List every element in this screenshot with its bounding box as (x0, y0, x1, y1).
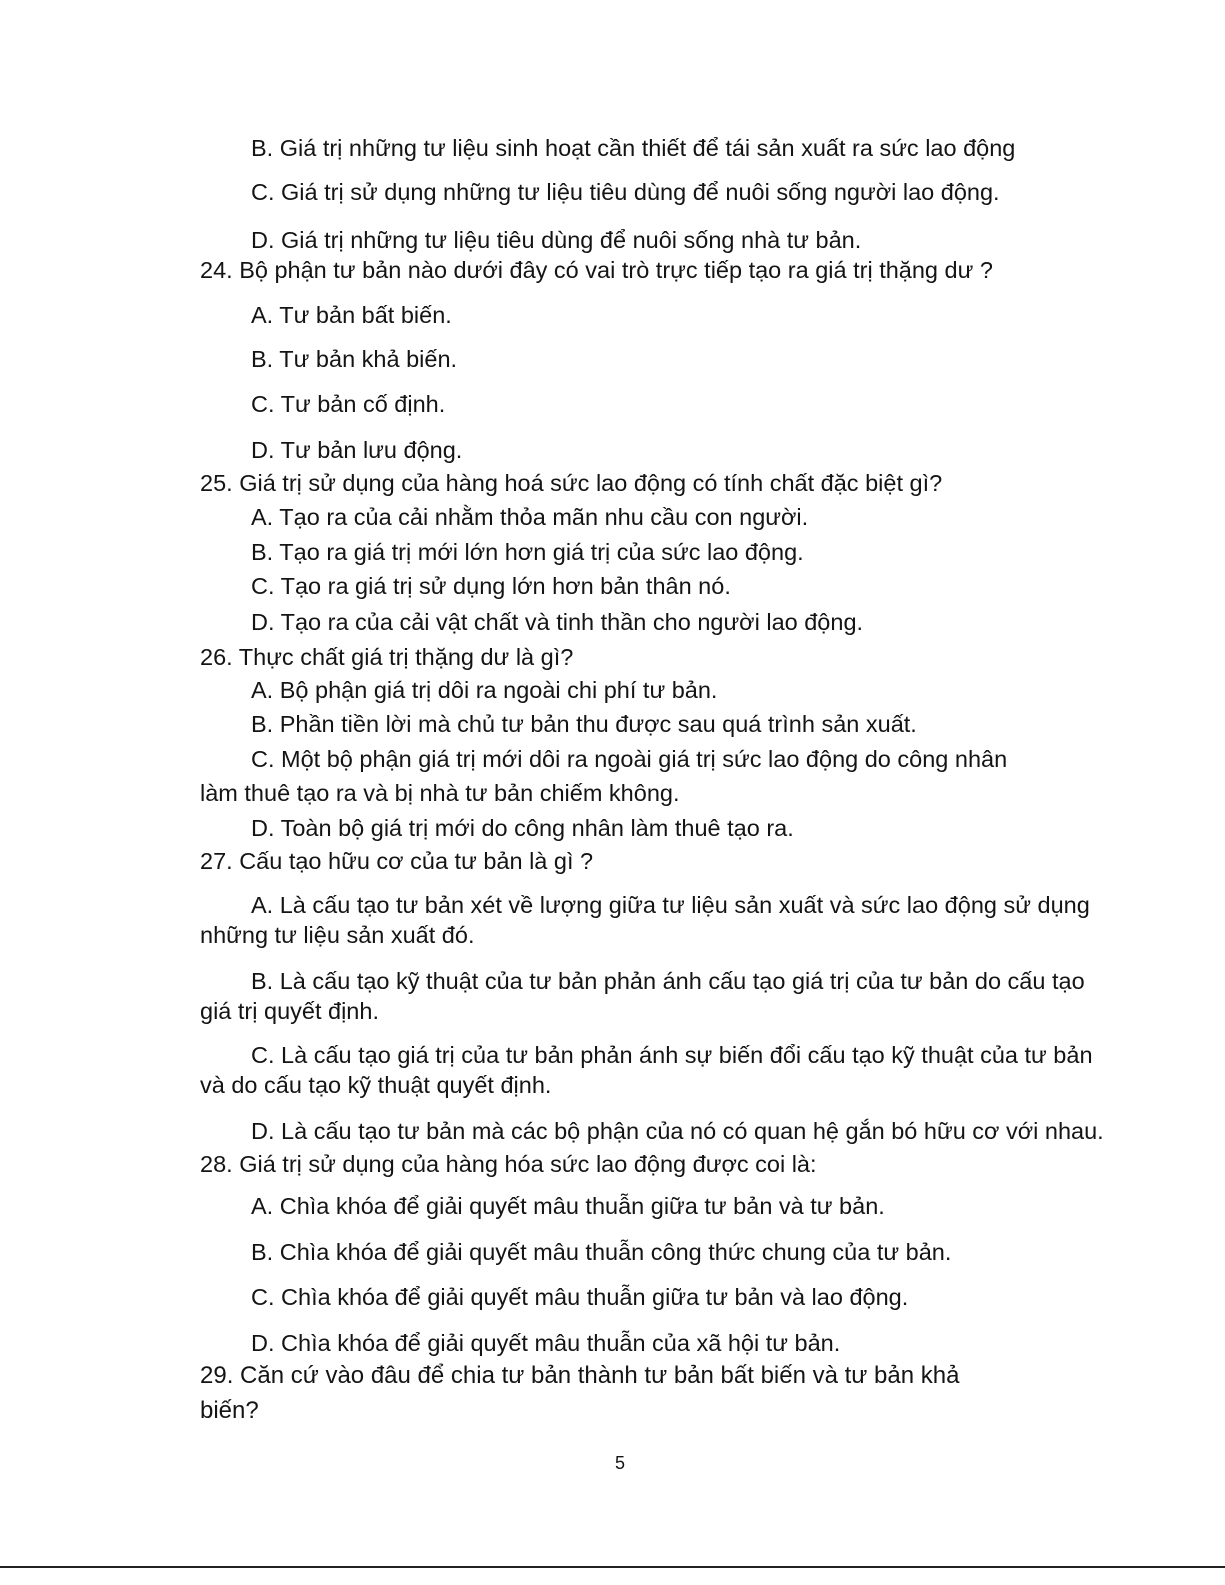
q29-question: 29. Căn cứ vào đâu để chia tư bản thành tư bản bất biến và tư bản khả (200, 1362, 960, 1389)
q26-question: 26. Thực chất giá trị thặng dư là gì? (200, 644, 574, 670)
q29-question-continuation: biến? (200, 1397, 259, 1424)
q24-question: 24. Bộ phận tư bản nào dưới đây có vai trò trực tiếp tạo ra giá trị thặng dư ? (200, 257, 993, 283)
q23-option-d: D. Giá trị những tư liệu tiêu dùng để nuôi sống nhà tư bản. (251, 227, 862, 253)
q26-option-c: C. Một bộ phận giá trị mới dôi ra ngoài giá trị sức lao động do công nhân (251, 746, 1008, 772)
q27-option-a-continuation: những tư liệu sản xuất đó. (200, 922, 475, 948)
page-bottom-border (0, 1566, 1225, 1568)
q25-question: 25. Giá trị sử dụng của hàng hoá sức lao động có tính chất đặc biệt gì? (200, 470, 943, 496)
q27-option-d: D. Là cấu tạo tư bản mà các bộ phận của nó có quan hệ gắn bó hữu cơ với nhau. (251, 1118, 1104, 1144)
q27-option-b: B. Là cấu tạo kỹ thuật của tư bản phản ánh cấu tạo giá trị của tư bản do cấu tạo (251, 968, 1085, 994)
page-number: 5 (614, 1453, 625, 1473)
q28-option-c: C. Chìa khóa để giải quyết mâu thuẫn giữa tư bản và lao động. (251, 1284, 909, 1310)
q26-option-c-continuation: làm thuê tạo ra và bị nhà tư bản chiếm không. (200, 780, 680, 806)
q28-option-a: A. Chìa khóa để giải quyết mâu thuẫn giữa tư bản và tư bản. (251, 1193, 885, 1219)
q27-question: 27. Cấu tạo hữu cơ của tư bản là gì ? (200, 848, 594, 874)
q23-option-b: B. Giá trị những tư liệu sinh hoạt cần thiết để tái sản xuất ra sức lao động (251, 135, 1016, 161)
q24-option-c: C. Tư bản cố định. (251, 391, 446, 417)
q24-option-a: A. Tư bản bất biến. (251, 302, 452, 328)
q28-option-b: B. Chìa khóa để giải quyết mâu thuẫn công thức chung của tư bản. (251, 1239, 952, 1265)
q28-question: 28. Giá trị sử dụng của hàng hóa sức lao động được coi là: (200, 1151, 817, 1177)
q26-option-b: B. Phần tiền lời mà chủ tư bản thu được sau quá trình sản xuất. (251, 711, 917, 737)
q27-option-c: C. Là cấu tạo giá trị của tư bản phản ánh sự biến đổi cấu tạo kỹ thuật của tư bản (251, 1042, 1093, 1068)
q24-option-d: D. Tư bản lưu động. (251, 437, 463, 463)
q27-option-c-continuation: và do cấu tạo kỹ thuật quyết định. (200, 1072, 552, 1098)
q26-option-a: A. Bộ phận giá trị dôi ra ngoài chi phí tư bản. (251, 677, 718, 703)
q26-option-d: D. Toàn bộ giá trị mới do công nhân làm thuê tạo ra. (251, 815, 794, 841)
q25-option-d: D. Tạo ra của cải vật chất và tinh thần cho người lao động. (251, 609, 864, 635)
q23-option-c: C. Giá trị sử dụng những tư liệu tiêu dùng để nuôi sống người lao động. (251, 179, 1000, 205)
q27-option-b-continuation: giá trị quyết định. (200, 998, 379, 1024)
q27-option-a: A. Là cấu tạo tư bản xét về lượng giữa tư liệu sản xuất và sức lao động sử dụng (251, 892, 1090, 918)
q25-option-a: A. Tạo ra của cải nhằm thỏa mãn nhu cầu con người. (251, 504, 809, 530)
q25-option-b: B. Tạo ra giá trị mới lớn hơn giá trị của sức lao động. (251, 539, 804, 565)
q28-option-d: D. Chìa khóa để giải quyết mâu thuẫn của xã hội tư bản. (251, 1330, 841, 1356)
q25-option-c: C. Tạo ra giá trị sử dụng lớn hơn bản thân nó. (251, 573, 731, 599)
q24-option-b: B. Tư bản khả biến. (251, 346, 458, 372)
